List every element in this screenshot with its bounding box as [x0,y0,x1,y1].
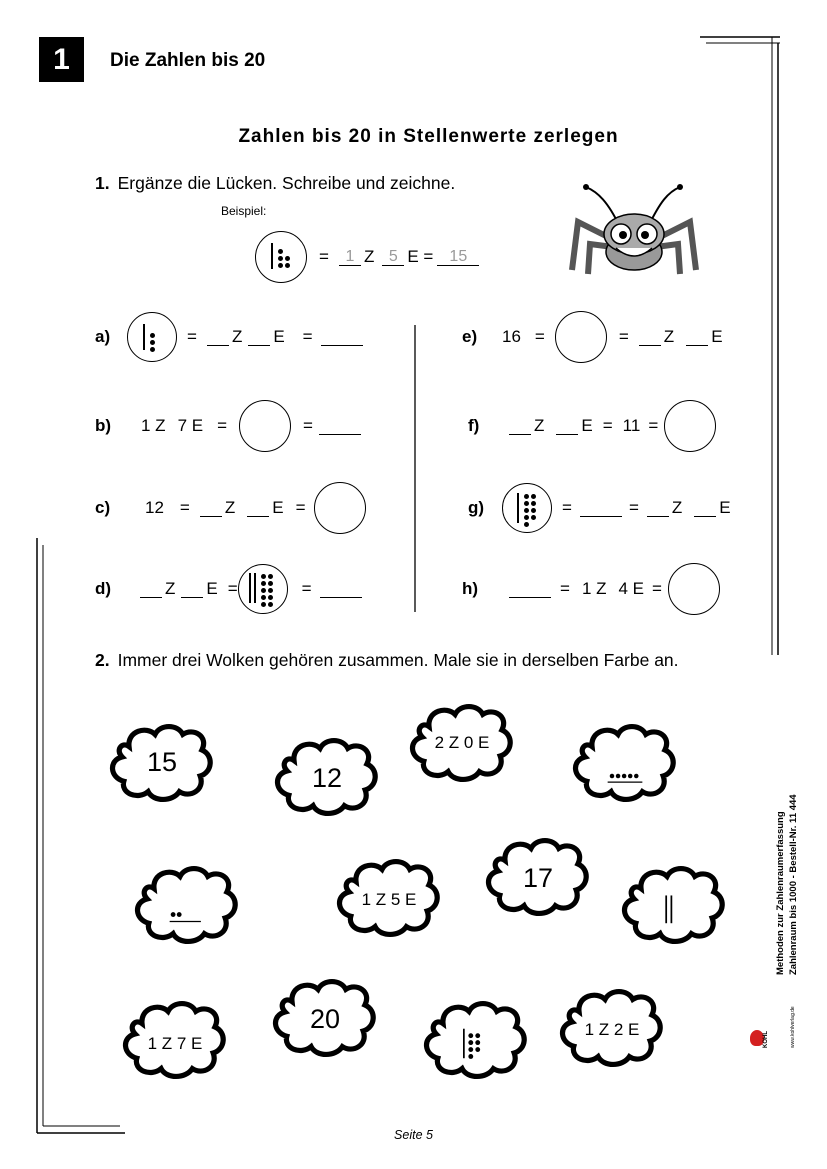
chapter-number: 1 [39,37,84,82]
exercise-e-number: 16 [502,327,521,346]
exercise-c-equals: = [179,498,190,517]
exercise-a-e-blank[interactable] [248,328,270,346]
exercise-f-label: f) [468,416,480,435]
chapter-title: Die Zahlen bis 20 [110,50,266,71]
cloud-20[interactable] [266,968,384,1068]
cloud-1z7e-text: 1 Z 7 E [147,1034,203,1053]
exercise-c-label: c) [95,498,111,517]
cloud-2z0e-text: 2 Z 0 E [434,733,490,752]
exercise-h-total-blank[interactable] [509,580,551,598]
exercise-b-equals-2: = [303,416,313,435]
exercise-e [462,312,723,362]
cloud-12[interactable] [268,727,386,827]
exercise-e-equals-2: = [618,327,629,346]
exercise-d-e: E [206,579,218,598]
exercise-a-total-blank[interactable] [321,328,363,346]
cloud-1z2e[interactable] [553,978,671,1078]
cloud-15[interactable] [103,713,221,813]
exercise-b-circle[interactable] [239,400,291,452]
exercise-a [95,312,366,362]
exercise-b-equals: = [217,416,228,435]
cloud-17[interactable] [479,827,597,927]
exercise-f-circle[interactable] [664,400,716,452]
exercise-f-e: E [581,416,593,435]
example-circle [255,231,307,283]
exercise-e-z-blank[interactable] [639,328,661,346]
exercise-a-circle [127,312,177,362]
exercise-g [468,483,731,533]
exercise-h-z: 1 Z [581,579,607,598]
exercise-e-z: Z [663,327,675,346]
exercise-a-equals: = [187,327,197,346]
cloud-two-sticks[interactable] [615,855,733,955]
task2-instruction [95,650,679,671]
exercise-f-number: 11 [622,416,641,435]
exercise-a-equals-2: = [302,327,313,346]
cloud-15-text: 15 [146,747,178,777]
cloud-two-dots[interactable] [128,855,246,955]
exercise-g-z-blank[interactable] [647,499,669,517]
exercise-c-z: Z [224,498,236,517]
exercise-h-label: h) [462,579,479,598]
exercise-b-label: b) [95,416,112,435]
exercise-e-e: E [711,327,723,346]
exercise-d-e-blank[interactable] [181,580,203,598]
exercise-a-e: E [273,327,285,346]
exercise-g-equals: = [562,498,572,517]
exercise-c-equals-2: = [295,498,306,517]
task1-number: 1. [95,173,110,193]
exercise-c-circle[interactable] [314,482,366,534]
exercise-b [95,401,364,451]
example-total[interactable]: 15 [437,248,479,266]
exercise-c [95,483,366,533]
cloud-12-text: 12 [311,763,343,793]
exercise-e-e-blank[interactable] [686,328,708,346]
example-e-value[interactable]: 5 [382,248,404,266]
cloud-1z7e[interactable] [116,990,234,1090]
task2-number: 2. [95,650,110,670]
exercise-d-z: Z [165,579,176,598]
exercise-h-e: 4 E [618,579,645,598]
exercise-e-equals: = [534,327,545,346]
cloud-1z5e[interactable] [330,848,448,948]
exercise-f-z: Z [534,416,545,435]
example-e: E = [407,247,434,266]
exercise-g-circle [502,483,552,533]
exercise-g-equals-2: = [628,498,639,517]
exercise-f-equals-2: = [648,416,659,435]
exercise-d-label: d) [95,579,112,598]
exercise-a-label: a) [95,327,111,346]
exercise-c-number: 12 [145,498,164,517]
exercise-f-z-blank[interactable] [509,417,531,435]
exercise-g-label: g) [468,498,485,517]
exercise-h-circle[interactable] [668,563,720,615]
task1-text: Ergänze die Lücken. Schreibe und zeichne. [117,173,456,193]
task2-text: Immer drei Wolken gehören zusammen. Male sie in derselben Farbe an. [117,650,679,670]
cloud-2z0e[interactable] [403,693,521,793]
example-z: Z [363,247,375,266]
bug-illustration [568,182,700,282]
exercise-b-total-blank[interactable] [319,417,361,435]
example-z-value[interactable]: 1 [339,248,361,266]
example-row [255,232,482,282]
cloud-five-dots[interactable] [566,713,684,813]
publisher-logo-text: KOHL [763,1031,769,1048]
exercise-e-circle[interactable] [555,311,607,363]
example-label: Beispiel: [221,204,267,218]
exercise-d-equals-2: = [301,579,312,598]
exercise-g-e-blank[interactable] [694,499,716,517]
cloud-1z2e-text: 1 Z 2 E [584,1020,640,1039]
cloud-17-text: 17 [522,863,554,893]
exercise-b-e: 7 E [177,416,204,435]
exercise-g-total-blank[interactable] [580,499,622,517]
exercise-e-label: e) [462,327,478,346]
publisher-order: Zahlenraum bis 1000 - Bestell-Nr. 11 444 [788,794,799,975]
exercise-h-equals-2: = [652,579,662,598]
exercise-f-e-blank[interactable] [556,417,578,435]
exercise-c-e-blank[interactable] [247,499,269,517]
exercise-c-e: E [272,498,284,517]
exercise-h-equals: = [560,579,570,598]
exercise-a-z: Z [231,327,243,346]
exercise-f [468,401,716,451]
exercise-h [462,564,720,614]
publisher-series: Methoden zur Zahlenraumerfassung [775,811,786,975]
publisher-url: www.kohlverlag.de [790,1006,796,1048]
exercise-d-total-blank[interactable] [320,580,362,598]
example-equals: = [319,247,329,266]
exercise-d-z-blank[interactable] [140,580,162,598]
exercise-g-z: Z [671,498,683,517]
task1-instruction [95,173,455,194]
cloud-1z5e-text: 1 Z 5 E [361,890,417,909]
worksheet-subtitle: Zahlen bis 20 in Stellenwerte zerlegen [238,126,619,147]
exercise-c-z-blank[interactable] [200,499,222,517]
cloud-stick-seven-dots[interactable] [417,990,535,1090]
exercise-d-circle [238,564,288,614]
exercise-f-equals: = [602,416,613,435]
exercise-g-e: E [719,498,731,517]
publisher-logo-icon [750,1030,764,1046]
page-number: Seite 5 [394,1128,433,1142]
exercise-d [95,564,365,614]
exercise-d-equals: = [227,579,238,598]
exercise-b-z: 1 Z [141,416,166,435]
cloud-20-text: 20 [309,1004,341,1034]
exercise-a-z-blank[interactable] [207,328,229,346]
